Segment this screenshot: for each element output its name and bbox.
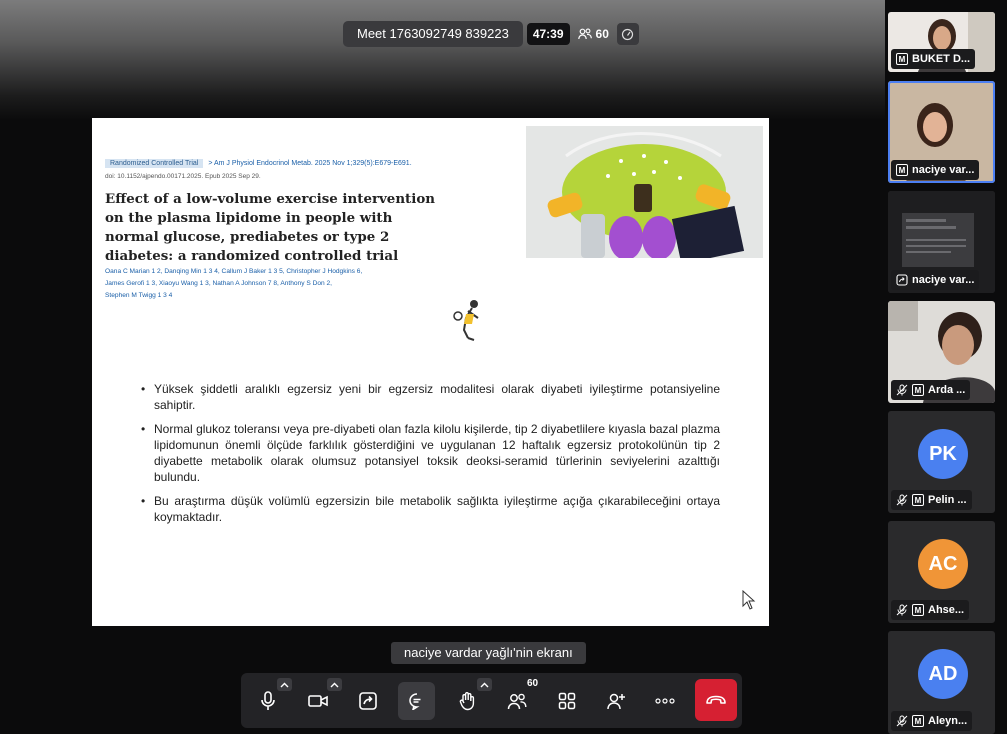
add-people-button[interactable] <box>597 682 634 720</box>
participants-badge: 60 <box>527 678 539 689</box>
camera-icon <box>308 694 328 708</box>
mic-muted-icon <box>896 494 908 506</box>
m-badge-icon: M <box>896 53 908 65</box>
gauge-icon <box>621 28 634 41</box>
reactions-options-button[interactable] <box>477 678 492 691</box>
bullet-item: • Bu araştırma düşük volümlü egzersizin bile metabolik sağlıkta iyileştirme açığa çıkarabileceğini ortaya koymaktadır. <box>140 493 720 525</box>
exercise-equipment-photo <box>526 126 763 258</box>
microphone-icon <box>260 691 276 711</box>
participant-name-label <box>891 160 979 180</box>
connection-stats-button[interactable] <box>617 23 639 45</box>
article-meta <box>105 159 412 168</box>
article-title: Effect of a low-volume exercise intervention on the plasma lipidome in people with normal glucose, prediabetes or type 2 diabetes: a randomized controlled trial <box>105 191 435 264</box>
participant-tile[interactable] <box>888 411 995 513</box>
meeting-timer: 47:39 <box>527 23 570 45</box>
hang-up-icon <box>705 695 727 705</box>
chat-icon <box>408 692 426 710</box>
participant-name: Aleyn... <box>928 715 968 727</box>
doi-line: doi: 10.1152/ajpendo.00171.2025. Epub 2025 Sep 29. <box>105 173 261 180</box>
article-type-badge: Randomized Controlled Trial <box>105 159 203 168</box>
meeting-info-bar <box>343 21 639 47</box>
participant-tile[interactable] <box>888 631 995 734</box>
screen-share-label: naciye vardar yağlı'nin ekranı <box>391 642 586 664</box>
summary-bullets <box>140 381 720 533</box>
mic-muted-icon <box>896 715 908 727</box>
avatar: PK <box>918 429 968 479</box>
participant-tile[interactable] <box>888 12 995 72</box>
mic-muted-icon <box>896 604 908 616</box>
exercise-illustration <box>450 298 490 344</box>
participant-tile[interactable] <box>888 521 995 623</box>
call-controls-toolbar <box>241 673 742 728</box>
participant-tile[interactable] <box>888 191 995 293</box>
journal-citation: > Am J Physiol Endocrinol Metab. 2025 Nov 1;329(5):E679-E691. <box>208 160 412 167</box>
leave-call-button[interactable] <box>695 679 737 721</box>
bullet-item: • Yüksek şiddetli aralıklı egzersiz yeni bir egzersiz modalitesi olarak diyabeti iyileştirme potansiyeline sahiptir. <box>140 381 720 413</box>
participant-name-label <box>891 711 972 731</box>
add-person-icon <box>606 692 626 710</box>
chevron-up-icon <box>330 682 339 688</box>
m-badge-icon: M <box>896 164 908 176</box>
mic-muted-icon <box>896 384 908 396</box>
author-line: James Gerofi 1 3, Xiaoyu Wang 1 3, Nathan A Johnson 7 8, Anthony S Don 2, <box>105 280 333 287</box>
presenter-camera-backdrop <box>0 0 885 120</box>
camera-options-button[interactable] <box>327 678 342 691</box>
participant-count-button[interactable] <box>574 27 613 41</box>
screen-share-icon <box>896 274 908 286</box>
chevron-up-icon <box>480 682 489 688</box>
grid-icon <box>558 692 576 710</box>
more-options-button[interactable] <box>646 682 683 720</box>
people-icon <box>578 28 592 40</box>
participant-name-label <box>891 270 979 290</box>
avatar: AC <box>918 539 968 589</box>
share-screen-icon <box>359 692 377 710</box>
avatar: AD <box>918 649 968 699</box>
m-badge-icon: M <box>912 494 924 506</box>
participant-name: Pelin ... <box>928 494 967 506</box>
participant-tile[interactable] <box>888 301 995 403</box>
bullet-item: • Normal glukoz toleransı veya pre-diyabeti olan fazla kilolu kişilerde, tip 2 diyabetlilere kıyasla bazal plazma lipidomunun önemli ölçüde farklılık gösterdiğini ve uygulanan 12 haftalık egzersiz protokolünün tip 2 diyabette metabolik olarak olumsuz potansiyel toksik deoksi-seramid türlerinin seviyelerini azalttığı bulundu. <box>140 421 720 485</box>
meeting-title[interactable]: Meet 1763092749 839223 <box>343 21 523 47</box>
m-badge-icon: M <box>912 715 924 727</box>
participant-name: Arda ... <box>928 384 966 396</box>
participant-name-label <box>891 490 972 510</box>
mouse-cursor-icon <box>742 590 756 610</box>
participant-name-label <box>891 380 970 400</box>
author-line: Stephen M Twigg 1 3 4 <box>105 292 173 299</box>
author-line: Oana C Marian 1 2, Danqing Min 1 3 4, Callum J Baker 1 3 5, Christopher J Hodgkins 6, <box>105 268 363 275</box>
participant-name: BUKET D... <box>912 53 971 65</box>
people-icon <box>507 692 527 710</box>
shared-screen <box>92 118 769 626</box>
participant-count: 60 <box>595 27 609 41</box>
participant-tile[interactable] <box>888 81 995 183</box>
chat-button[interactable] <box>398 682 435 720</box>
layout-button[interactable] <box>548 682 585 720</box>
participant-name: naciye var... <box>912 164 975 176</box>
participant-name: Ahse... <box>928 604 965 616</box>
share-screen-button[interactable] <box>349 682 386 720</box>
hand-icon <box>459 691 477 711</box>
author-list <box>105 266 405 302</box>
participant-name-label <box>891 49 975 69</box>
m-badge-icon: M <box>912 604 924 616</box>
chevron-up-icon <box>280 682 289 688</box>
m-badge-icon: M <box>912 384 924 396</box>
more-dots-icon <box>655 698 675 704</box>
microphone-options-button[interactable] <box>277 678 292 691</box>
participant-name: naciye var... <box>912 274 975 286</box>
participant-name-label <box>891 600 969 620</box>
